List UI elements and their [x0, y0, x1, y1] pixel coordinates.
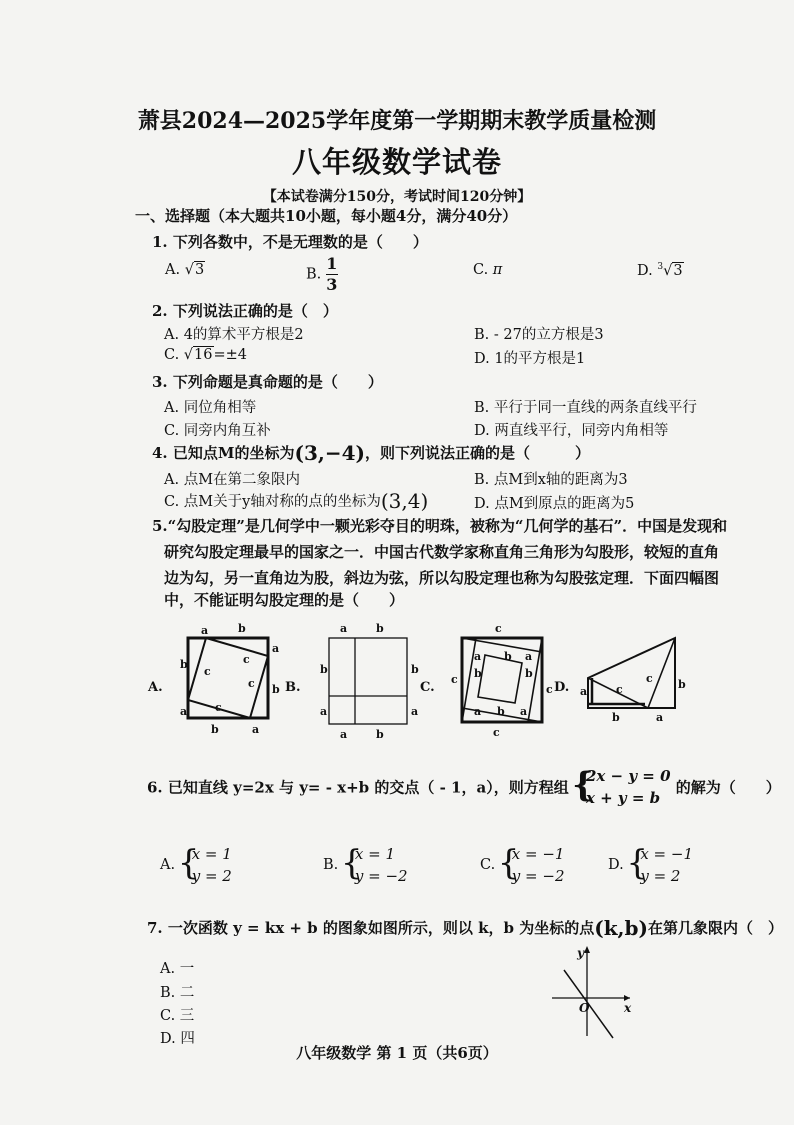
radicand: 16	[194, 347, 213, 363]
question-5-line-2: 研究勾股定理最早的国家之一．中国古代数学家称直角三角形为勾股形，较短的直角	[164, 543, 720, 561]
q4-option-d: D. 点M到原点的距离为5	[474, 496, 635, 512]
figure-a-label: A.	[148, 680, 163, 695]
fig-a-label-c: c	[204, 665, 211, 678]
equation-1: 2x − y = 0	[585, 767, 671, 785]
question-1-stem: 1. 下列各数中，不是无理数的是（ ）	[152, 233, 428, 251]
denominator: 3	[326, 275, 338, 294]
numerator: 1	[326, 254, 338, 273]
option-text: C. 点M关于y轴对称的点的坐标为	[164, 494, 381, 510]
question-5-line-4: 中，不能证明勾股定理的是（ ）	[164, 591, 405, 609]
fig-a-label-b: b	[238, 622, 246, 635]
fig-a-label-a: a	[252, 723, 260, 736]
q1-option-c	[473, 262, 502, 278]
option-label: A.	[160, 857, 176, 873]
solution-x: x = −1	[511, 845, 565, 863]
fig-c-label-c: c	[451, 673, 458, 686]
stem-text: ，则下列说法正确的是（ ）	[364, 444, 590, 462]
option-label: D.	[637, 262, 653, 279]
sqrt-sign: √	[663, 262, 673, 279]
pi-symbol: π	[492, 262, 503, 278]
fig-d-label-a: a	[656, 711, 664, 724]
section-heading: 一、选择题（本大题共10小题，每小题4分，满分40分）	[135, 207, 518, 225]
fig-d-label-b: b	[612, 711, 620, 724]
fig-a-label-c: c	[248, 677, 255, 690]
q7-option-c: C. 三	[160, 1008, 195, 1024]
figure-d	[588, 638, 675, 708]
fig-d-label-a: a	[580, 685, 588, 698]
q1-option-d	[637, 262, 684, 279]
y-axis-label: y	[577, 946, 584, 960]
q6-option-b	[323, 843, 408, 887]
fig-c-label-a: a	[525, 650, 533, 663]
stem-text: 4. 已知点M的坐标为	[152, 444, 295, 462]
figure-d-label: D.	[554, 680, 570, 695]
fig-c-label-a: a	[520, 705, 528, 718]
fig-b-label-a: a	[340, 622, 348, 635]
solution-y: y = −2	[354, 867, 408, 885]
fraction	[326, 255, 338, 294]
fig-b-label-b: b	[376, 622, 384, 635]
point-coord: (3,−4)	[294, 441, 365, 465]
fig-d-label-c: c	[646, 672, 653, 685]
fig-b-label-a: a	[340, 728, 348, 741]
q7-option-d: D. 四	[160, 1031, 195, 1047]
q4-option-a: A. 点M在第二象限内	[164, 472, 301, 488]
question-3-stem: 3. 下列命题是真命题的是（ ）	[152, 373, 383, 391]
q4-option-c	[164, 489, 428, 513]
equation-rest: =±4	[213, 347, 248, 363]
fig-a-label-b: b	[180, 658, 188, 671]
q1-option-a	[165, 262, 205, 278]
solution-system: { x = 1 y = 2	[177, 843, 232, 885]
option-label: C.	[480, 857, 496, 873]
figure-c-label: C.	[420, 680, 435, 695]
q3-option-b: B. 平行于同一直线的两条直线平行	[474, 400, 697, 416]
figure-b-label: B.	[285, 680, 301, 695]
question-5-line-3: 边为勾，另一直角边为股，斜边为弦，所以勾股定理也称为勾股弦定理．下面四幅图	[164, 569, 720, 587]
q2-option-a: A. 4的算术平方根是2	[164, 327, 304, 343]
option-label: A.	[165, 262, 181, 278]
exam-subtitle: 八年级数学试卷	[291, 145, 502, 179]
exam-note: 【本试卷满分150分，考试时间120分钟】	[262, 189, 532, 205]
origin-label: O	[579, 1001, 590, 1015]
q4-option-b: B. 点M到x轴的距离为3	[474, 472, 628, 488]
stem-text: 在第几象限内（ ）	[647, 919, 783, 937]
solution-x: x = 1	[191, 845, 232, 863]
option-label: C.	[473, 262, 489, 278]
figure-a	[188, 638, 268, 718]
q2-option-d: D. 1的平方根是1	[474, 351, 586, 367]
solution-system: { x = 1 y = −2	[340, 843, 408, 885]
fig-b-label-b: b	[320, 663, 328, 676]
fig-a-label-c: c	[243, 653, 250, 666]
fig-b-label-a: a	[411, 705, 419, 718]
solution-system: { x = −1 y = −2	[497, 843, 565, 885]
option-label: B.	[323, 857, 339, 873]
q2-option-b: B. - 27的立方根是3	[474, 327, 604, 343]
option-label: D.	[608, 857, 624, 873]
solution-x: x = −1	[640, 845, 694, 863]
solution-y: y = 2	[640, 867, 681, 885]
q3-option-d: D. 两直线平行，同旁内角相等	[474, 423, 669, 439]
fig-a-label-a: a	[272, 642, 280, 655]
fig-a-label-b: b	[211, 723, 219, 736]
fig-d-label-c: c	[616, 683, 623, 696]
question-7-stem	[147, 916, 783, 940]
fig-c-label-b: b	[474, 667, 482, 680]
solution-y: y = −2	[511, 867, 565, 885]
option-label: B.	[306, 266, 322, 283]
sqrt-sign: √	[184, 262, 194, 278]
question-6-stem	[147, 765, 781, 809]
x-axis-label: x	[624, 1001, 632, 1015]
radicand: 3	[673, 262, 683, 279]
y-axis-arrow	[584, 946, 590, 953]
fig-d-label-b: b	[678, 678, 686, 691]
stem-text: 6. 已知直线 y=2x 与 y= - x+b 的交点（ - 1，a），则方程组	[147, 778, 569, 797]
fig-a-label-a: a	[201, 624, 209, 637]
question-5-line-1: 5.“勾股定理”是几何学中一颗光彩夺目的明珠，被称为“几何学的基石”．中国是发现和	[152, 517, 728, 535]
fig-b-label-b: b	[411, 663, 419, 676]
solution-y: y = 2	[191, 867, 232, 885]
q3-option-a: A. 同位角相等	[164, 400, 257, 416]
question-4-stem	[152, 441, 590, 465]
linear-function-graph	[540, 942, 640, 1040]
fig-b-label-a: a	[320, 705, 328, 718]
solution-system: { x = −1 y = 2	[626, 843, 694, 885]
stem-text: 的解为（ ）	[675, 778, 781, 797]
fig-c-label-a: a	[474, 650, 482, 663]
fig-c-label-b: b	[497, 705, 505, 718]
q1-option-b	[306, 255, 338, 294]
figure-b	[329, 638, 407, 724]
equation-2: x + y = b	[585, 789, 661, 807]
point-coord: (3,4)	[380, 489, 429, 513]
q6-option-c	[480, 843, 565, 887]
radicand: 3	[194, 262, 205, 278]
fig-c-label-a: a	[474, 705, 482, 718]
fig-a-label-b: b	[272, 683, 280, 696]
q3-option-c: C. 同旁内角互补	[164, 423, 271, 439]
root-index: 3	[657, 262, 664, 272]
pythagoras-figures	[140, 615, 700, 750]
q7-option-a: A. 一	[160, 961, 195, 977]
fig-b-label-b: b	[376, 728, 384, 741]
equation-system: { 2x − y = 0 x + y = b	[571, 765, 671, 807]
fig-c-label-c: c	[493, 726, 500, 739]
q6-option-d	[608, 843, 693, 887]
question-2-stem: 2. 下列说法正确的是（ ）	[152, 302, 338, 320]
stem-text: 7. 一次函数 y = kx + b 的图象如图所示，则以 k，b 为坐标的点	[147, 919, 595, 937]
sqrt-sign: √	[183, 347, 194, 363]
fig-a-label-a: a	[180, 705, 188, 718]
solution-x: x = 1	[354, 845, 395, 863]
exam-title: 萧县2024—2025学年度第一学期期末教学质量检测	[137, 108, 657, 134]
q2-option-c	[164, 347, 247, 363]
fig-c-label-b: b	[504, 650, 512, 663]
q6-option-a	[160, 843, 232, 887]
fig-a-label-c: c	[215, 701, 222, 714]
fig-c-label-c: c	[495, 622, 502, 635]
q7-option-b: B. 二	[160, 985, 195, 1001]
option-label: C.	[164, 347, 180, 363]
fig-c-label-b: b	[525, 667, 533, 680]
point-coord: (k,b)	[594, 916, 648, 940]
page-footer: 八年级数学 第 1 页（共6页）	[296, 1044, 498, 1062]
fig-c-label-c: c	[546, 683, 553, 696]
